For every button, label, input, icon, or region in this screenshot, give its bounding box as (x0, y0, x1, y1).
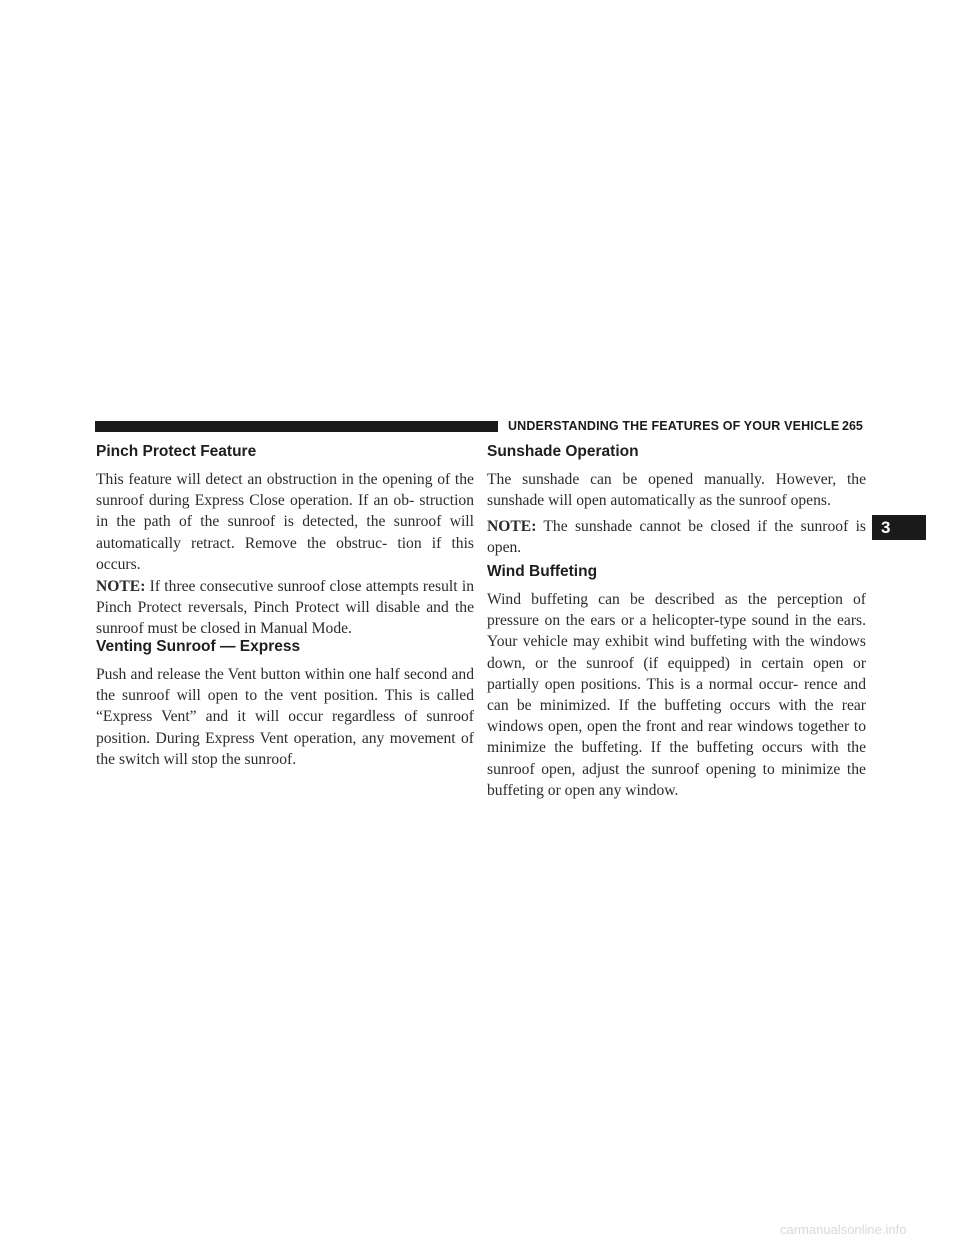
pinch-protect-note (96, 576, 474, 640)
body-line: called “Express Vent” and it will occur regardless of (96, 687, 474, 726)
body-line: The sunshade can be opened manually. However, the (487, 471, 866, 488)
body-line: and the sunroof will open to the vent position. This is (96, 666, 474, 705)
body-line: with the sunroof open, adjust the sunroof opening to (487, 739, 866, 778)
body-line: the rear windows open, open the front and rear windows (487, 697, 866, 736)
section-heading-sunshade: Sunshade Operation (487, 443, 639, 460)
wind-buffeting-body (487, 589, 866, 801)
body-line: sunroof position. During Express Vent operation, any (96, 708, 474, 747)
sunshade-body (487, 469, 866, 511)
body-line: rence and can be minimized. If the buffeting occurs with (487, 675, 866, 715)
chapter-tab: 3 (872, 515, 926, 540)
body-line: the sunroof during Express Close operation. If an ob- (96, 471, 474, 510)
body-line: tion if this occurs. (96, 534, 474, 573)
body-line: Wind buffeting can be described as the perception of (487, 591, 866, 608)
note-label: NOTE: (487, 518, 537, 535)
body-line: sunshade will open automatically as the sunroof opens. (487, 492, 831, 510)
note-line: The sunshade cannot be closed if the sunroof is (536, 518, 866, 535)
body-line: open or partially open positions. This is a normal occur- (487, 654, 867, 693)
body-line: pressure on the ears or a helicopter-type sound in the (487, 612, 832, 630)
note-line: the sunroof must be closed in Manual Mode. (96, 599, 474, 638)
body-line: together to minimize the buffeting. If the buffeting occurs (487, 718, 867, 757)
body-line: struction in the path of the sunroof is detected, the (96, 492, 474, 531)
note-line: in Pinch Protect reversals, Pinch Protect will disable and (96, 578, 475, 617)
note-line: open. (487, 539, 522, 557)
section-heading-wind-buffeting: Wind Buffeting (487, 563, 598, 580)
section-heading-pinch-protect: Pinch Protect Feature (96, 443, 257, 460)
body-line: ears. Your vehicle may exhibit wind buffeting with the (487, 612, 866, 651)
section-heading-venting-sunroof: Venting Sunroof — Express (96, 638, 301, 655)
body-line: minimize the buffeting or open any window. (487, 760, 866, 799)
running-header-title: UNDERSTANDING THE FEATURES OF YOUR VEHICLE (508, 419, 840, 433)
header-rule (95, 421, 498, 432)
body-line: movement of the switch will stop the sunroof. (96, 729, 475, 768)
page-number: 265 (842, 419, 863, 433)
note-line: If three consecutive sunroof close attempts result (145, 578, 458, 595)
sunshade-note (487, 516, 866, 558)
body-line: windows down, or the sunroof (if equipped) in certain (487, 633, 867, 672)
watermark: carmanualsonline.info (780, 1222, 907, 1237)
body-line: sunroof will automatically retract. Remove the obstruc- (96, 513, 474, 552)
body-line: This feature will detect an obstruction in the opening of (96, 471, 451, 488)
venting-sunroof-body (96, 664, 474, 770)
pinch-protect-body (96, 469, 474, 575)
note-label: NOTE: (96, 578, 146, 595)
body-line: Push and release the Vent button within one half second (96, 666, 448, 683)
